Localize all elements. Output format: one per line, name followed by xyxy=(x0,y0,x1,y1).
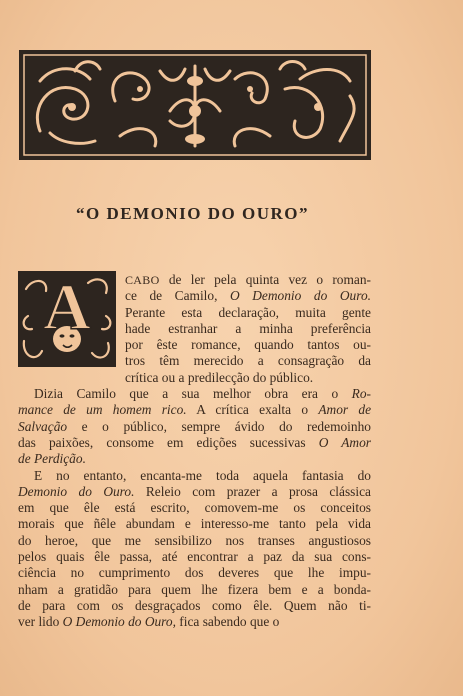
text-run: A crítica exalta o xyxy=(186,402,319,418)
text-run: Perante esta declaração, muita gente xyxy=(125,304,371,320)
text-run: E no entanto, encanta-me toda aquela fantasia do xyxy=(34,467,371,483)
text-run: em que êle está escrito, comovem-me os conceitos xyxy=(18,500,371,516)
text-run: por êste romance, quando tantos ou- xyxy=(125,337,371,353)
text-line xyxy=(18,305,371,321)
text-line xyxy=(18,598,371,614)
text-line xyxy=(18,288,371,304)
text-run: ver lido xyxy=(18,614,63,630)
text-run: CABO xyxy=(125,273,160,287)
text-run: Salvação xyxy=(18,418,68,434)
text-run: pelos quais êle passa, até encontrar a paz da sua cons- xyxy=(18,549,371,565)
text-line xyxy=(18,353,371,369)
text-run: mance de um homem rico. xyxy=(18,402,187,418)
text-line xyxy=(18,321,371,337)
text-line xyxy=(18,549,371,565)
text-run: de ler pela quinta vez o roman- xyxy=(159,272,371,287)
text-line xyxy=(18,516,371,532)
text-line xyxy=(18,272,371,288)
text-run: hade estranhar a minha preferência xyxy=(125,320,371,336)
text-run: O Amor xyxy=(318,434,371,450)
text-line xyxy=(18,402,371,418)
text-run: O Demonio do Ouro. xyxy=(230,288,371,304)
text-run: e o público, sempre ávido do redemoinho xyxy=(67,418,371,434)
text-run: Dizia Camilo que a sua melhor obra era o xyxy=(34,386,352,402)
text-run: de para com os desgraçados como êle. Quem não ti- xyxy=(18,597,371,613)
text-run: Demonio do Ouro. xyxy=(18,483,135,499)
text-run: Ro- xyxy=(351,386,371,402)
text-run: crítica ou a predilecção do público. xyxy=(125,369,314,385)
text-run: morais que ñêle abundam e interesso-me tanto pela vida xyxy=(18,516,371,532)
text-run: O Demonio do Ouro, xyxy=(62,614,176,630)
text-line xyxy=(18,484,371,500)
text-line xyxy=(18,337,371,353)
ornamental-headpiece xyxy=(19,50,371,160)
text-run: Amor de xyxy=(318,402,372,418)
text-line xyxy=(18,500,371,516)
chapter-title: “O DEMONIO DO OURO” xyxy=(76,204,309,223)
text-line xyxy=(18,582,371,598)
text-run: de Perdição. xyxy=(18,451,86,467)
text-run: fica sabendo que o xyxy=(175,614,280,630)
text-line xyxy=(18,435,371,451)
text-run: das paixões, consome em edições sucessivas xyxy=(18,434,319,450)
text-line xyxy=(18,386,371,402)
text-run: do heroe, que me sensibilizo nos transes angustiosos xyxy=(18,532,371,548)
text-line xyxy=(18,614,371,630)
text-run: ciência no cumprimento dos deveres que lhe impu- xyxy=(18,565,371,581)
text-line xyxy=(18,451,371,467)
text-line xyxy=(18,419,371,435)
text-run: Releio com prazer a prosa clássica xyxy=(134,483,371,499)
scrollwork-ornament xyxy=(20,51,370,159)
text-line xyxy=(18,565,371,581)
text-run: tros têm merecido a consagração da xyxy=(125,353,371,369)
text-line xyxy=(18,468,371,484)
text-line xyxy=(18,370,371,386)
text-line xyxy=(18,533,371,549)
svg-text:A: A xyxy=(43,271,91,344)
text-run: ce de Camilo, xyxy=(125,288,231,304)
body-text xyxy=(18,272,371,631)
text-run: nham a gratidão para quem lhe fizera bem e a bonda- xyxy=(18,581,371,597)
